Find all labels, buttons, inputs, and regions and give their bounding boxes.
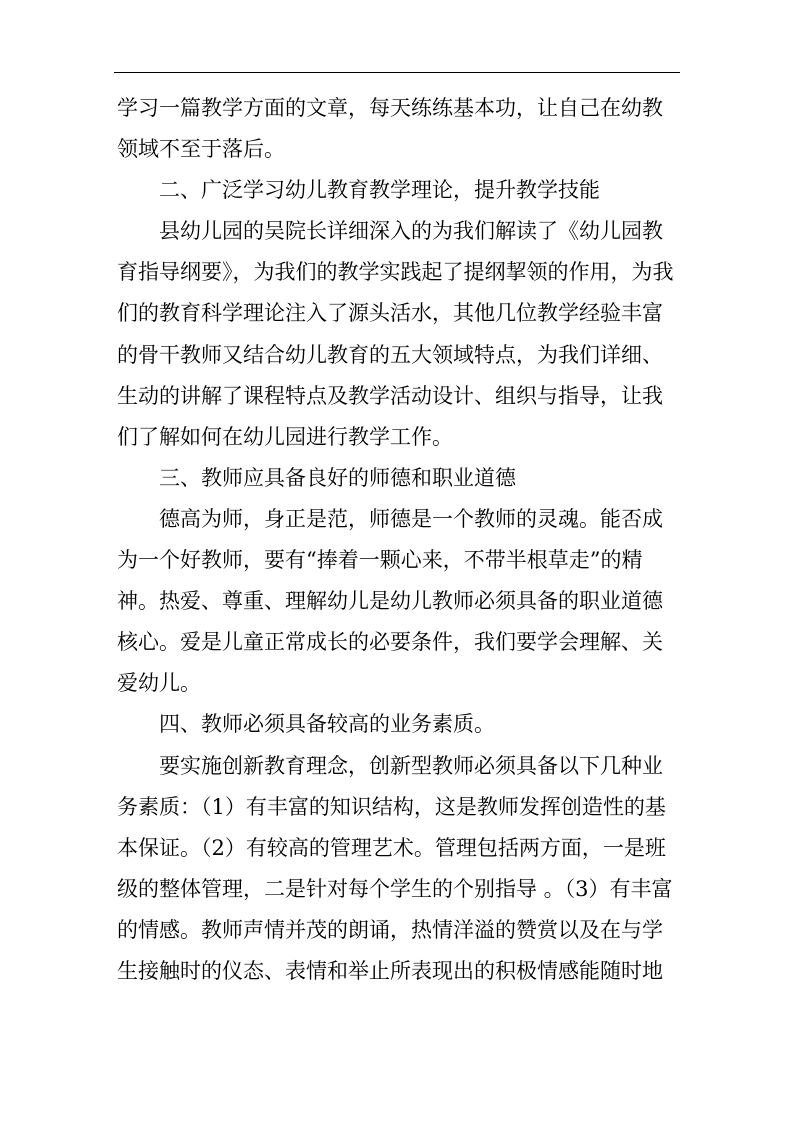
text-line-1: 学习一篇教学方面的文章，每天练练基本功，让自己在幼教 (117, 96, 663, 120)
text-line-6: 们的教育科学理论注入了源头活水，其他几位教学经验丰富 (117, 301, 663, 326)
text-line-8: 生动的讲解了课程特点及教学活动设计、组织与指导，让我 (117, 383, 663, 408)
text-line-22: 生接触时的仪态、表情和举止所表现出的积极情感能随时地 (117, 958, 663, 983)
text-line-4: 县幼儿园的吴院长详细深入的为我们解读了《幼儿园教 (159, 219, 663, 244)
text-line-18: 务素质：（1）有丰富的知识结构，这是教师发挥创造性的基 (117, 794, 666, 819)
text-line-11: 德高为师，身正是范，师德是一个教师的灵魂。能否成 (159, 506, 663, 531)
text-line-2: 领域不至于落后。 (117, 137, 285, 162)
text-line-7: 的骨干教师又结合幼儿教育的五大领域特点，为我们详细、 (117, 342, 663, 367)
text-line-21: 的情感。教师声情并茂的朗诵，热情洋溢的赞赏以及在与学 (117, 917, 663, 942)
text-line-17: 要实施创新教育理念，创新型教师必须具备以下几种业 (159, 753, 663, 778)
text-line-20: 级的整体管理，二是针对每个学生的个别指导 。（3）有丰富 (117, 876, 673, 901)
body-text (117, 88, 683, 992)
section-heading-3: 三、教师应具备良好的师德和职业道德 (159, 465, 516, 490)
text-line-12: 为一个好教师，要有“捧着一颗心来，不带半根草走”的精 (117, 548, 643, 573)
text-line-14: 核心。爱是儿童正常成长的必要条件，我们要学会理解、关 (117, 630, 663, 655)
section-heading-4: 四、教师必须具备较高的业务素质。 (159, 712, 495, 737)
text-line-19: 本保证。（2）有较高的管理艺术。管理包括两方面，一是班 (117, 835, 666, 860)
header-rule (114, 72, 680, 73)
section-heading-2: 二、广泛学习幼儿教育教学理论，提升教学技能 (159, 178, 600, 203)
text-line-9: 们了解如何在幼儿园进行教学工作。 (117, 424, 453, 449)
text-line-15: 爱幼儿。 (117, 671, 201, 696)
text-line-5: 育指导纲要》，为我们的教学实践起了提纲挈领的作用，为我 (117, 260, 674, 285)
text-line-13: 神。热爱、尊重、理解幼儿是幼儿教师必须具备的职业道德 (117, 589, 663, 614)
